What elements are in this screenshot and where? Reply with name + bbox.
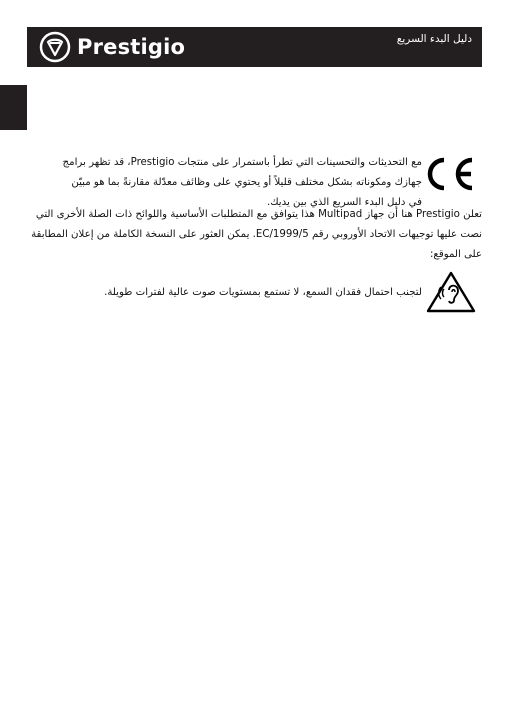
- brand-logo: [39, 31, 185, 63]
- header-bar: [27, 27, 482, 67]
- ce-mark-icon: [422, 154, 477, 194]
- hearing-warning: لتجنب احتمال فقدان السمع، لا تستمع بمستويات صوت عالية لفترات طويلة.: [104, 287, 422, 298]
- prestigio-logo-icon: [39, 31, 71, 63]
- updates-note: مع التحديثات والتحسينات التي تطرأ باستمرار على منتجات Prestigio، قد تظهر برامج جهازك ومكوناته بشكل مختلف قليلاً أو يحتوي على وظائف معدّلة مقارنةً بما هو مبيّن في دليل البدء السريع الذي بين يديك.: [62, 157, 422, 208]
- hearing-warning-icon: [425, 270, 477, 314]
- brand-name: Prestigio: [77, 35, 186, 59]
- compliance-note: تعلن Prestigio هنا أن جهاز Multipad هذا يتوافق مع المتطلبات الأساسية واللوائح ذات الصلة الأخرى التي نصت عليها توجيهات الاتحاد الأوروبي رقم EC/1999/5. يمكن العثور على النسخة الكاملة من إعلان المطابقة على الموقع:: [31, 209, 482, 260]
- header-title: دليل البدء السريع: [396, 33, 472, 45]
- side-tab: [0, 85, 27, 130]
